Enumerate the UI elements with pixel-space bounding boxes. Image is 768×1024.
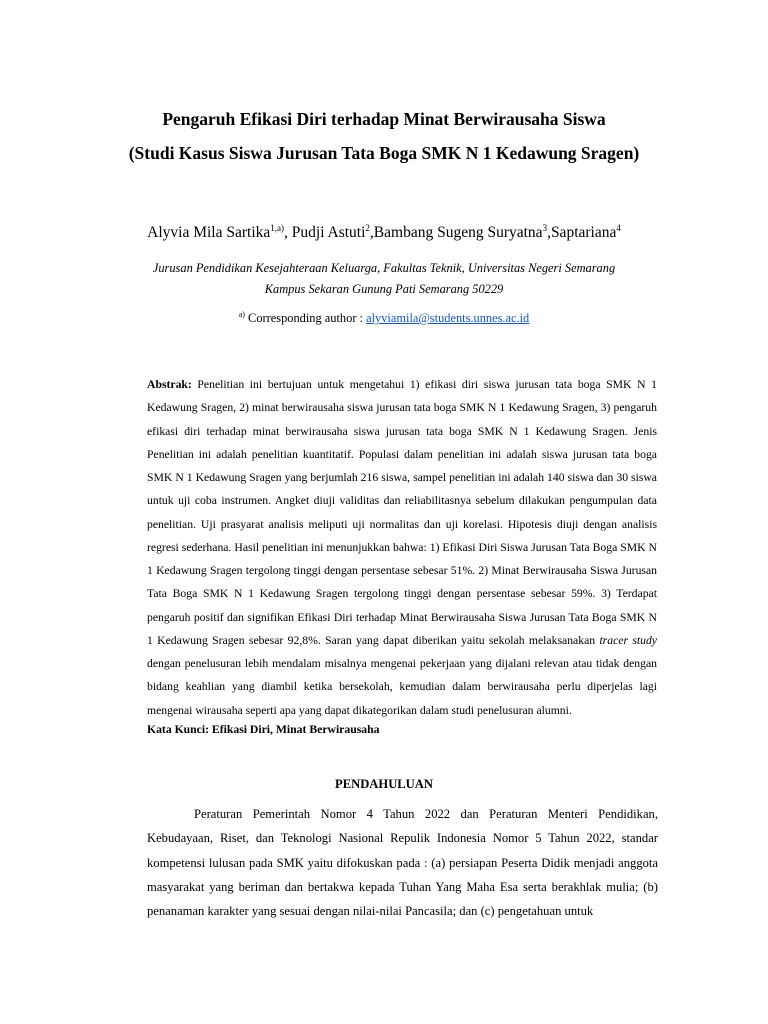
author-list — [0, 224, 768, 242]
author-affiliation-mark: 1,a) — [270, 222, 285, 233]
corresponding-label: Corresponding author : — [244, 311, 367, 325]
corresponding-author — [0, 311, 768, 326]
author-separator: , — [284, 224, 292, 241]
section-heading: PENDAHULUAN — [335, 777, 433, 791]
abstract-text-continued: dengan penelusuran lebih mendalam misalnya mengenai pekerjaan yang dijalani relevan atau tidak dengan bidang keahlian yang diambil ketika bersekolah, kemudian dalam berwirausaha perlu diperjelas lagi mengenai wirausaha seperti apa yang dapat dikategorikan dalam studi penelusuran alumni. — [147, 657, 657, 717]
affiliation-address: Kampus Sekaran Gunung Pati Semarang 50229 — [264, 282, 504, 296]
abstract-text: Penelitian ini bertujuan untuk mengetahui 1) efikasi diri siswa jurusan tata boga SMK N 1 Kedawung Sragen, 2) minat berwirausaha siswa jurusan tata boga SMK N 1 Kedawung Sragen, 3) pengaruh efikasi diri terhadap minat berwirausaha siswa jurusan tata boga SMK N 1 Kedawung Sragen. Jenis Penelitian ini adalah penelitian kuantitatif. Populasi dalam penelitian ini adalah siswa jurusan tata boga SMK N 1 Kedawung Sragen yang berjumlah 216 siswa, sampel penelitian ini adalah 140 siswa dan 30 siswa untuk uji coba instrumen. Angket diuji validitas dan reliabilitasnya sebelum dilakukan pengumpulan data penelitian. Uji prasyarat analisis meliputi uji normalitas dan uji korelasi. Hipotesis diuji dengan analisis regresi sederhana. Hasil penelitian ini menunjukkan bahwa: 1) Efikasi Diri Siswa Jurusan Tata Boga SMK N 1 Kedawung Sragen tergolong tinggi dengan persentase sebesar 51%. 2) Minat Berwirausaha Siswa Jurusan Tata Boga SMK N 1 Kedawung Sragen tergolong tinggi dengan persentase sebesar 59%. 3) Terdapat pengaruh positif dan signifikan Efikasi Diri terhadap Minat Berwirausaha Siswa Jurusan Tata Boga SMK N 1 Kedawung Sragen sebesar 92,8%. Saran yang dapat diberikan yaitu sekolah melaksanakan — [147, 378, 657, 647]
author-separator: , — [547, 224, 551, 241]
paper-title: Pengaruh Efikasi Diri terhadap Minat Berwirausaha Siswa — [162, 109, 606, 129]
author-name: Saptariana — [550, 224, 617, 241]
keywords: Kata Kunci: Efikasi Diri, Minat Berwirausaha — [147, 723, 380, 736]
author-affiliation-mark: 2 — [365, 222, 370, 233]
intro-paragraph: Peraturan Pemerintah Nomor 4 Tahun 2022 dan Peraturan Menteri Pendidikan, Kebudayaan, Riset, dan Teknologi Nasional Repulik Indonesia Nomor 5 Tahun 2022, standar kompetensi lulusan pada SMK yaitu difokuskan pada : (a) persiapan Peserta Didik menjadi anggota masyarakat yang beriman dan bertakwa kepada Tuhan Yang Maha Esa serta berakhlak mulia; (b) penanaman karakter yang sesuai dengan nilai-nilai Pancasila; dan (c) pengetahuan untuk — [147, 807, 658, 919]
author-name: Pudji Astuti — [291, 224, 366, 241]
email-link[interactable]: alyviamila@students.unnes.ac.id — [366, 311, 530, 325]
affiliation-line: Jurusan Pendidikan Kesejahteraan Keluarga, Fakultas Teknik, Universitas Negeri Semarang — [152, 261, 616, 275]
abstract-label: Abstrak: — [147, 378, 192, 391]
author-separator: , — [369, 224, 374, 241]
abstract — [147, 373, 657, 722]
author-name: Bambang Sugeng Suryatna — [373, 224, 543, 241]
author-affiliation-mark: 4 — [616, 222, 621, 233]
corresponding-mark: a) — [238, 309, 245, 319]
abstract-italic-term: tracer study — [599, 633, 657, 647]
author-name: Alyvia Mila Sartika — [147, 224, 271, 241]
paper-subtitle: (Studi Kasus Siswa Jurusan Tata Boga SMK N 1 Kedawung Sragen) — [128, 143, 640, 163]
author-affiliation-mark: 3 — [542, 222, 548, 233]
